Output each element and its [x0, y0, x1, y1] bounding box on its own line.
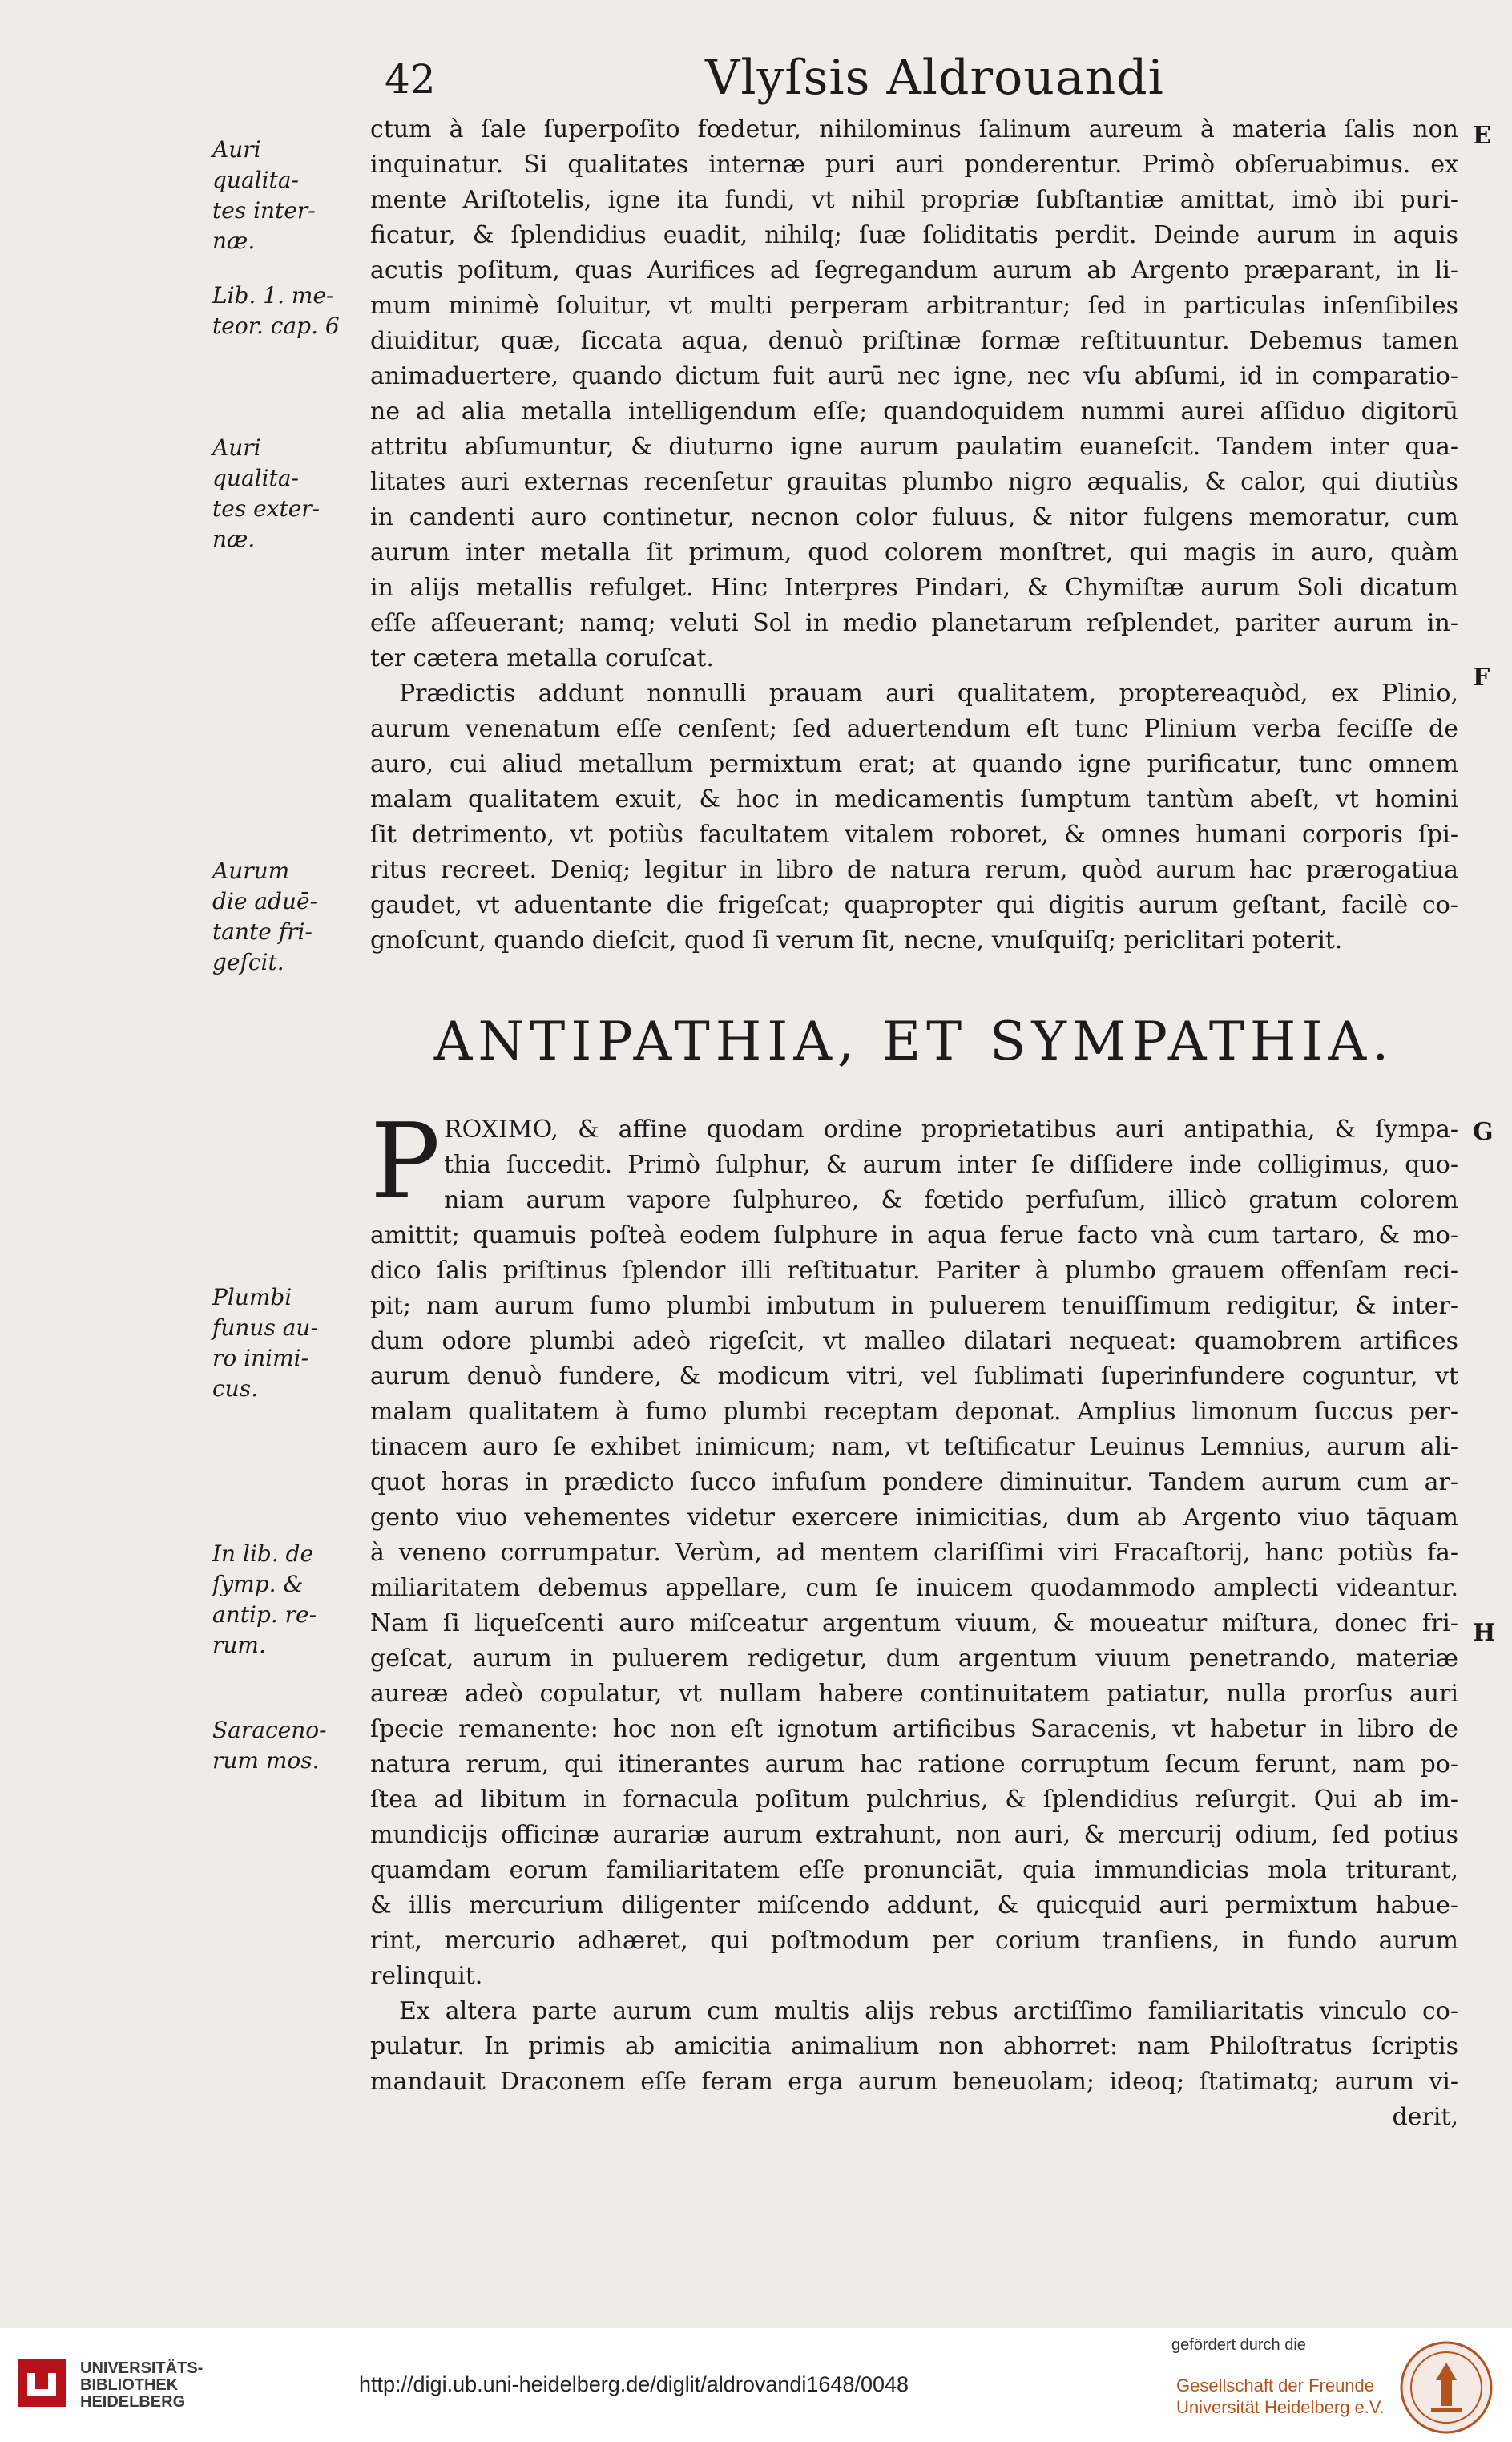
text-line: pit; nam aurum fumo plumbi imbutum in puluerem tenuiſſimum redigitur, & inter-: [370, 1292, 1458, 1320]
sponsor-line: Universität Heidelberg e.V.: [1176, 2397, 1385, 2417]
funded-by-label: gefördert durch die: [1171, 2336, 1306, 2354]
text-line: ſpecie remanente: hoc non eſt ignotum artificibus Saracenis, vt habetur in libro de: [370, 1715, 1458, 1743]
text-line: niam aurum vapore ſulphureo, & fœtido perfuſum, illicò gratum colorem: [444, 1186, 1458, 1214]
text-line: natura rerum, qui itinerantes aurum hac ratione corruptum ſecum ferunt, nam po-: [370, 1750, 1458, 1778]
text-line: pulatur. In primis ab amicitia animalium non abhorret: nam Philoſtratus ſcriptis: [370, 2032, 1458, 2061]
margin-note-line: ſymp. &: [212, 1571, 304, 1597]
margin-note: [212, 433, 369, 555]
text-line: aurum venenatum eſſe cenſent; ſed aduertendum eſt tunc Plinium verba feciſſe de: [370, 715, 1458, 743]
margin-note-line: Lib. 1. me-: [212, 282, 334, 309]
text-line: auro, cui aliud metallum permixtum erat; at quando igne purificatur, tunc omnem: [370, 750, 1458, 778]
section-one-text: [370, 112, 1458, 959]
margin-note-line: qualita-: [212, 167, 299, 193]
text-line: ſtea ad libitum in fornacula poſitum pulchrius, & ſplendidius reſurgit. Qui ab im-: [370, 1786, 1458, 1814]
margin-note-line: tante fri-: [212, 918, 312, 945]
text-line: aurum denuò fundere, & modicum vitri, vel ſublimati ſuperinfundere coguntur, vt: [370, 1362, 1458, 1391]
text-line: in candenti auro continetur, necnon color fuluus, & nitor fulgens memoratur, cum: [370, 503, 1458, 531]
sponsor-line: Gesellschaft der Freunde: [1176, 2375, 1375, 2396]
margin-note-line: rum mos.: [212, 1747, 320, 1774]
text-line: thia ſuccedit. Primò ſulphur, & aurum inter ſe diſſidere inde colligimus, quo-: [444, 1151, 1458, 1179]
running-head: Vlyſsis Aldrouandi: [705, 50, 1164, 106]
text-line: & illis mercurium diligenter miſcendo addunt, & quicquid auri permixtum habue-: [370, 1891, 1458, 1919]
text-line: ne ad alia metalla intelligendum eſſe; quandoquidem nummi aurei aſſiduo digitorū: [370, 398, 1458, 426]
margin-note-line: Auri: [212, 434, 261, 461]
text-line: gaudet, vt aduentante die frigeſcat; quapropter qui digitis aurum geſtant, facilè co-: [370, 891, 1458, 919]
text-line: Nam ſi liqueſcenti auro miſceatur argentum viuum, & moueatur miſtura, donec fri-: [370, 1609, 1458, 1637]
text-line: malam qualitatem à fumo plumbi receptam deponat. Amplius limonum ſuccus per-: [370, 1398, 1458, 1426]
text-line: animaduertere, quando dictum fuit aurū nec igne, nec vſu abſumi, id in comparatio-: [370, 362, 1458, 390]
margin-note-line: funus au-: [212, 1314, 318, 1341]
text-line: Prædictis addunt nonnulli prauam auri qualitatem, proptereaquòd, ex Plinio,: [399, 680, 1458, 708]
text-line: tinacem auro ſe exhibet inimicum; nam, vt teſtificatur Leuinus Lemnius, aurum ali-: [370, 1433, 1458, 1461]
university-library-logo-icon: [18, 2359, 66, 2407]
text-line: quamdam eorum familiaritatem eſſe pronunciāt, quia immundicias mola triturant,: [370, 1856, 1458, 1884]
university-seal-icon: [1399, 2340, 1494, 2435]
text-line: acutis poſitum, quas Aurifices ad ſegregandum aurum ab Argento præparant, in li-: [370, 256, 1458, 285]
institution-line: BIBLIOTHEK: [80, 2376, 179, 2394]
page-number: 42: [385, 56, 436, 103]
section-two-text: [370, 1112, 1458, 2135]
text-line: ROXIMO, & affine quodam ordine proprietatibus auri antipathia, & ſympa-: [444, 1116, 1458, 1144]
text-line: inquinatur. Si qualitates internæ puri auri ponderentur. Primò obſeruabimus. ex: [370, 151, 1458, 179]
margin-note-line: ro inimi-: [212, 1345, 309, 1371]
margin-note-line: Aurum: [212, 858, 290, 884]
margin-note-line: Saraceno-: [212, 1717, 327, 1743]
text-line: miliaritatem debemus appellare, cum ſe inuicem quodammodo amplecti videantur.: [370, 1574, 1458, 1602]
text-line: mundicijs officinæ aurariæ aurum extrahunt, non auri, & mercurij odium, ſed potius: [370, 1821, 1458, 1849]
text-line: malam qualitatem exuit, & hoc in medicamentis ſumptum tantùm abeſt, vt homini: [370, 785, 1458, 813]
text-line: attritu abſumuntur, & diuturno igne aurum paulatim euaneſcit. Tandem inter qua-: [370, 433, 1458, 461]
margin-note-line: teor. cap. 6: [212, 313, 340, 339]
text-line: dico ſalis priſtinus ſplendor illi reſtituatur. Pariter à plumbo grauem offenſam reci-: [370, 1257, 1458, 1285]
margin-note-line: cus.: [212, 1375, 258, 1402]
institution-line: HEIDELBERG: [80, 2393, 186, 2411]
text-line: aureæ adeò copulatur, vt nullam habere continuitatem patiatur, nulla prorſus auri: [370, 1680, 1458, 1708]
margin-note-line: geſcit.: [212, 949, 284, 975]
text-line: ctum à ſale ſuperpoſito fœdetur, nihilominus ſalinum aureum à materia ſalis non: [370, 115, 1458, 143]
text-line: relinquit.: [370, 1962, 483, 1990]
section-letter: E: [1473, 122, 1491, 150]
margin-note: [212, 1715, 369, 1776]
margin-note-line: Auri: [212, 136, 261, 163]
margin-note-line: Plumbi: [212, 1284, 292, 1310]
text-line: à veneno corrumpatur. Verùm, ad mentem clariſſimi viri Fracaſtorij, hanc potiùs fa-: [370, 1539, 1458, 1567]
margin-note-line: næ.: [212, 526, 256, 552]
section-letter: G: [1473, 1118, 1494, 1146]
text-line: dum odore plumbi adeò rigeſcit, vt malleo dilatari nequeat: quamobrem artifices: [370, 1327, 1458, 1355]
section-letter: H: [1473, 1619, 1496, 1647]
margin-note-line: antip. re-: [212, 1601, 317, 1628]
text-line: amittit; quamuis poſteà eodem ſulphure in aqua ferue facto vnà cum tartaro, & mo-: [370, 1221, 1458, 1249]
margin-note: [212, 281, 369, 341]
margin-note: [212, 1282, 369, 1404]
margin-note-line: næ.: [212, 228, 256, 254]
text-line: rint, mercurio adhæret, qui poſtmodum per corium tranſiens, in fundo aurum: [370, 1927, 1458, 1955]
section-letter: F: [1473, 664, 1490, 692]
section-heading: ANTIPATHIA, ET SYMPATHIA.: [433, 1011, 1395, 1072]
text-line: aurum inter metalla ſit primum, quod colorem monſtret, qui magis in auro, quàm: [370, 539, 1458, 567]
text-line: mandauit Draconem eſſe feram erga aurum beneuolam; ideoq; ſtatimatq; aurum vi-: [370, 2068, 1458, 2096]
text-line: ritus recreet. Deniq; legitur in libro de natura rerum, quòd aurum hac prærogatiua: [370, 856, 1458, 884]
sponsor-name[interactable]: [1176, 2375, 1385, 2418]
margin-note: [212, 135, 369, 256]
text-line: diuiditur, quæ, ſiccata aqua, denuò priſtinæ formæ reſtituuntur. Debemus tamen: [370, 327, 1458, 355]
catchword: derit,: [1392, 2103, 1458, 2131]
footer-bar: [0, 2328, 1512, 2442]
text-line: litates auri externas recenſetur grauitas plumbo nigro æqualis, & calor, qui diutiùs: [370, 468, 1458, 496]
drop-cap: P: [370, 1100, 441, 1222]
permalink-url[interactable]: http://digi.ub.uni-heidelberg.de/diglit/aldrovandi1648/0048: [359, 2372, 909, 2396]
margin-note-line: die aduē-: [212, 888, 318, 914]
text-line: geſcat, aurum in puluerem redigetur, dum argentum viuum penetrando, materiæ: [370, 1645, 1458, 1673]
text-line: mum minimè ſoluitur, vt multi perperam arbitrantur; ſed in particulas inſenſibiles: [370, 292, 1458, 320]
text-line: Ex altera parte aurum cum multis alijs rebus arctiſſimo familiaritatis vinculo co-: [399, 1997, 1458, 2025]
margin-note-line: tes exter-: [212, 495, 321, 522]
margin-note-line: In lib. de: [212, 1540, 314, 1567]
margin-note: [212, 856, 369, 978]
margin-note-line: tes inter-: [212, 197, 316, 224]
margin-note: [212, 1539, 369, 1661]
text-line: in alijs metallis refulget. Hinc Interpres Pindari, & Chymiſtæ aurum Soli dicatum: [370, 574, 1458, 602]
margin-note-line: qualita-: [212, 465, 299, 491]
text-line: mente Ariſtotelis, igne ita fundi, vt nihil propriæ ſubſtantiæ amittat, imò ibi puri-: [370, 186, 1458, 214]
institution-name: [80, 2360, 203, 2411]
text-line: ter cætera metalla coruſcat.: [370, 644, 714, 672]
margin-note-line: rum.: [212, 1632, 266, 1658]
text-line: eſſe aſſeuerant; namq; veluti Sol in medio planetarum reſplendet, pariter aurum in-: [370, 609, 1458, 637]
text-line: quot horas in prædicto ſucco infuſum pondere diminuitur. Tandem aurum cum ar-: [370, 1468, 1458, 1496]
text-line: ſit detrimento, vt potiùs facultatem vitalem roboret, & omnes humani corporis ſpi-: [370, 821, 1458, 849]
institution-line: UNIVERSITÄTS-: [80, 2359, 204, 2377]
text-line: gento viuo vehementes videtur exercere inimicitias, dum ab Argento viuo tāquam: [370, 1504, 1458, 1532]
text-line: gnoſcunt, quando dieſcit, quod ſi verum ſit, necne, vnuſquiſq; periclitari poterit.: [370, 926, 1343, 955]
text-line: ficatur, & ſplendidius euadit, nihilq; ſuæ ſoliditatis perdit. Deinde aurum in aquis: [370, 221, 1458, 249]
